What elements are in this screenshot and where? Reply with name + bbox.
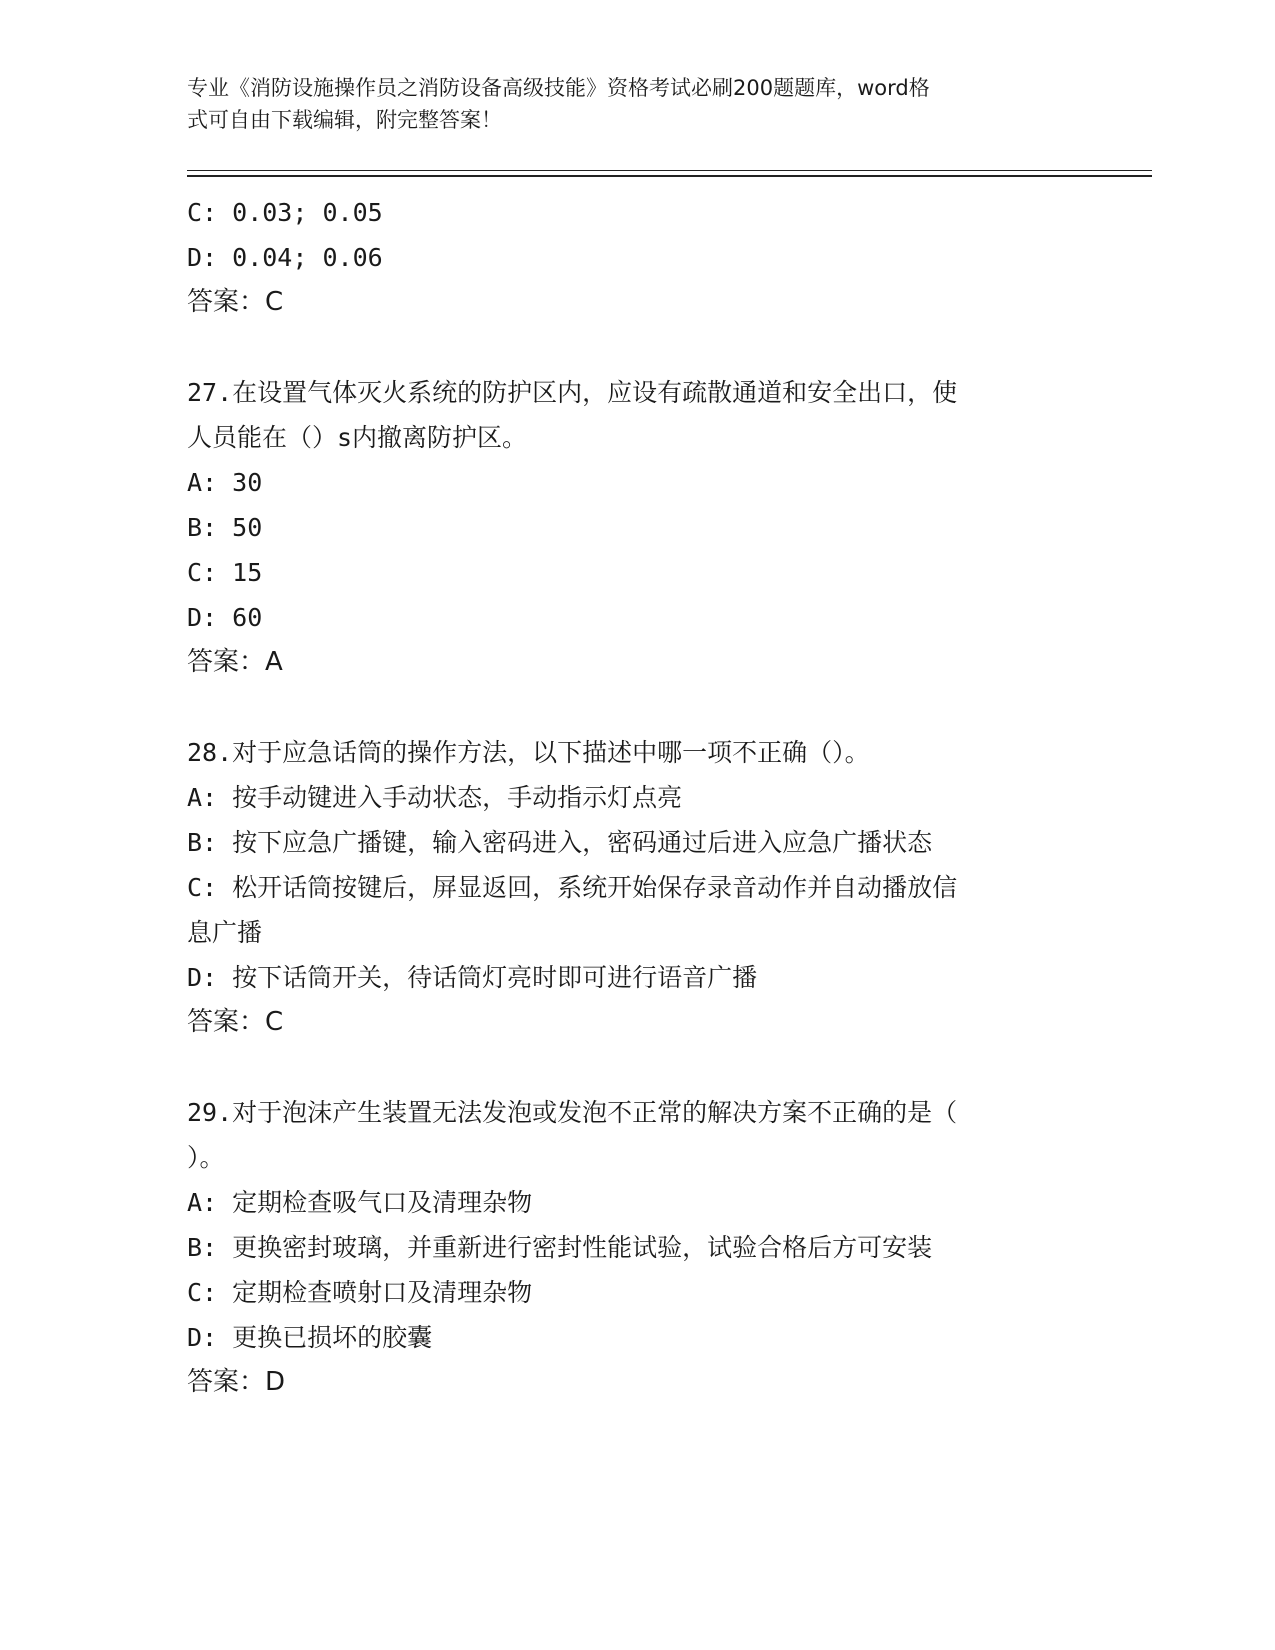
option-b: B: 按下应急广播键，输入密码进入，密码通过后进入应急广播状态	[187, 828, 933, 857]
question-29	[187, 1090, 1087, 1405]
answer-line: 答案：C	[187, 1007, 284, 1037]
option-c-line-2: 息广播	[187, 918, 263, 947]
header-title-line-1: 专业《消防设施操作员之消防设备高级技能》资格考试必刷200题题库，word格	[187, 76, 930, 100]
option-d: D: 0.04; 0.06	[187, 243, 383, 272]
answer-line: 答案：D	[187, 1367, 286, 1397]
header-divider-thick	[187, 175, 1152, 177]
option-c: C: 0.03; 0.05	[187, 198, 383, 227]
option-d: D: 按下话筒开关，待话筒灯亮时即可进行语音广播	[187, 963, 758, 992]
option-b: B: 50	[187, 513, 263, 542]
option-a: A: 30	[187, 468, 263, 497]
option-c: C: 定期检查喷射口及清理杂物	[187, 1278, 533, 1307]
answer-line: 答案：C	[187, 287, 284, 317]
question-stem-line-2: ）。	[187, 1143, 225, 1172]
document-header	[187, 72, 1067, 136]
partial-question	[187, 190, 1087, 325]
option-c-line-1: C: 松开话筒按键后，屏显返回，系统开始保存录音动作并自动播放信	[187, 873, 958, 902]
question-stem-line-1: 29.对于泡沫产生装置无法发泡或发泡不正常的解决方案不正确的是（	[187, 1098, 958, 1127]
question-28	[187, 730, 1087, 1045]
question-stem-line-1: 27.在设置气体灭火系统的防护区内，应设有疏散通道和安全出口，使	[187, 378, 958, 407]
option-a: A: 按手动键进入手动状态，手动指示灯点亮	[187, 783, 683, 812]
question-27	[187, 370, 1087, 685]
question-content	[187, 190, 1087, 1405]
option-b: B: 更换密封玻璃，并重新进行密封性能试验，试验合格后方可安装	[187, 1233, 933, 1262]
header-title-line-2: 式可自由下载编辑，附完整答案！	[187, 108, 502, 132]
option-a: A: 定期检查吸气口及清理杂物	[187, 1188, 533, 1217]
spacer	[187, 325, 1087, 370]
option-c: C: 15	[187, 558, 263, 587]
question-stem-line-2: 人员能在（）s内撤离防护区。	[187, 423, 528, 452]
answer-line: 答案：A	[187, 647, 283, 677]
question-stem-line-1: 28.对于应急话筒的操作方法，以下描述中哪一项不正确（）。	[187, 738, 870, 767]
spacer	[187, 1045, 1087, 1090]
spacer	[187, 685, 1087, 730]
option-d: D: 60	[187, 603, 263, 632]
header-divider-thin	[187, 170, 1152, 171]
option-d: D: 更换已损坏的胶囊	[187, 1323, 433, 1352]
